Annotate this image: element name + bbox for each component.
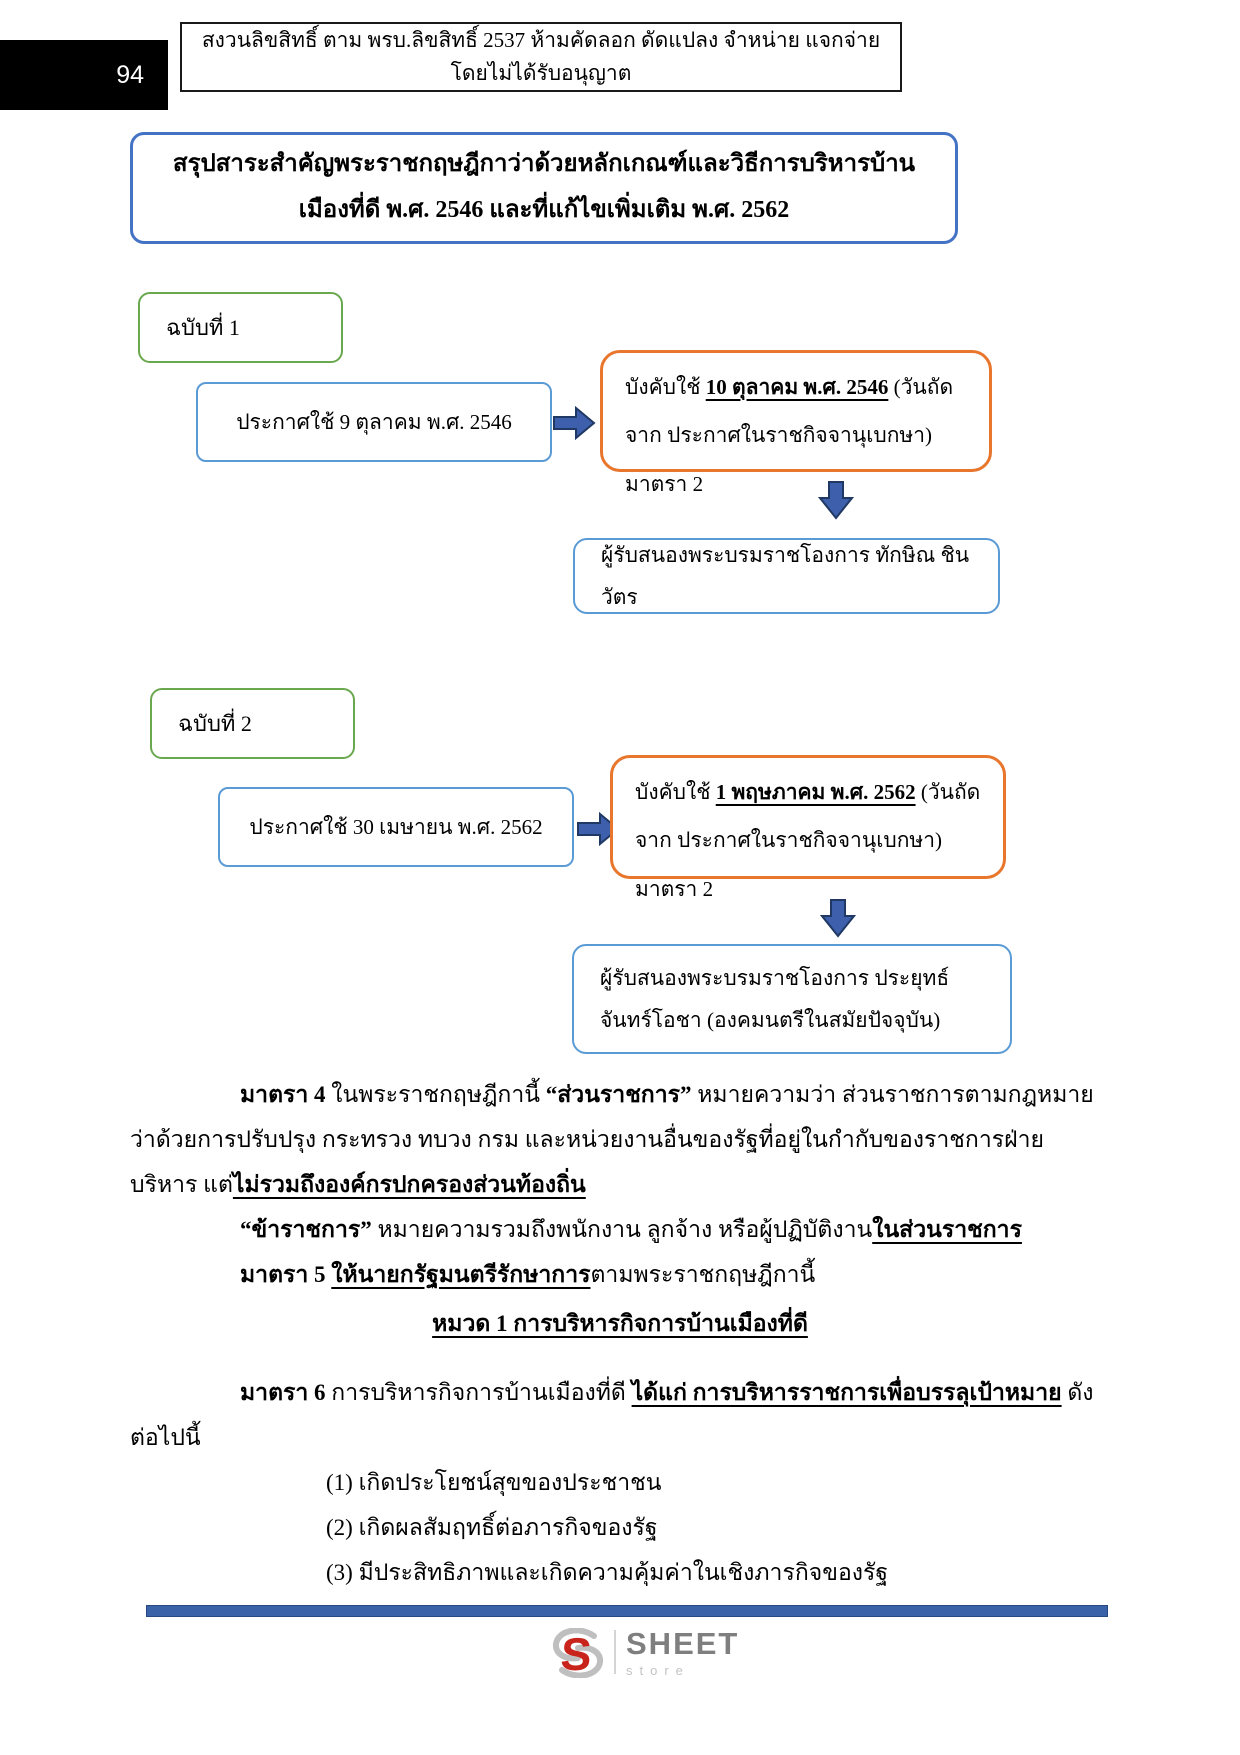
edition-2-label: ฉบับที่ 2 xyxy=(178,711,252,736)
body-text xyxy=(130,1072,1110,1595)
edition-2-effective-box xyxy=(610,755,1006,901)
paragraph-kharatchakan: “ข้าราชการ” หมายความรวมถึงพนักงาน ลูกจ้าง หรือผู้ปฏิบัติงานในส่วนราชการ xyxy=(240,1217,1022,1242)
edition-1-effective-box xyxy=(600,350,992,496)
arrow-down-icon xyxy=(820,898,856,938)
edition-1-countersign-box xyxy=(573,538,1000,614)
edition-2-countersign-box xyxy=(572,944,1012,1054)
edition-1-announce-text: ประกาศใช้ 9 ตุลาคม พ.ศ. 2546 xyxy=(236,409,512,434)
edition-1-label-box xyxy=(138,292,343,363)
brand-name: SHEET xyxy=(626,1626,740,1661)
brand-subtitle: store xyxy=(626,1663,690,1678)
edition-1-announce-box xyxy=(196,382,552,462)
list-item-3: (3) มีประสิทธิภาพและเกิดความคุ้มค่าในเชิงภารกิจของรัฐ xyxy=(326,1560,889,1585)
document-title-box xyxy=(130,132,958,244)
edition-1-countersign-text: ผู้รับสนองพระบรมราชโองการ ทักษิณ ชินวัตร xyxy=(601,543,970,609)
brand-text-block xyxy=(626,1628,739,1678)
paragraph-matra-6: มาตรา 6 การบริหารกิจการบ้านเมืองที่ดี ได้แก่ การบริหารราชการเพื่อบรรลุเป้าหมาย ดังต่อไปนี้ xyxy=(130,1380,1094,1450)
footer-logo xyxy=(550,1628,739,1678)
paragraph-matra-4: มาตรา 4 ในพระราชกฤษฎีกานี้ “ส่วนราชการ” หมายความว่า ส่วนราชการตามกฎหมายว่าด้วยการปรับปรุง กระทรวง ทบวง กรม และหน่วยงานอื่นของรัฐที่อยู่ในกำกับของราชการฝ่ายบริหาร แต่ไม่รวมถึงองค์กรปกครองส่วนท้องถิ่น xyxy=(130,1082,1094,1197)
arrow-down-icon xyxy=(818,480,854,520)
paragraph-matra-5: มาตรา 5 ให้นายกรัฐมนตรีรักษาการตามพระราชกฤษฎีกานี้ xyxy=(240,1262,816,1287)
page-number: 94 xyxy=(116,60,144,89)
edition-2-countersign-text: ผู้รับสนองพระบรมราชโองการ ประยุทธ์ จันทร์โอชา (องคมนตรีในสมัยปัจจุบัน) xyxy=(600,966,950,1032)
heading-muat-1: หมวด 1 การบริหารกิจการบ้านเมืองที่ดี xyxy=(432,1311,808,1336)
document-title: สรุปสาระสำคัญพระราชกฤษฎีกาว่าด้วยหลักเกณฑ์และวิธีการบริหารบ้านเมืองที่ดี พ.ศ. 2546 และที่แก้ไขเพิ่มเติม พ.ศ. 2562 xyxy=(172,151,916,223)
edition-2-announce-box xyxy=(218,787,574,867)
logo-divider xyxy=(614,1630,616,1674)
copyright-banner xyxy=(180,22,902,92)
copyright-text: สงวนลิขสิทธิ์ ตาม พรบ.ลิขสิทธิ์ 2537 ห้ามคัดลอก ดัดแปลง จำหน่าย แจกจ่าย โดยไม่ได้รับอนุญาต xyxy=(201,28,881,85)
footer-divider-bar xyxy=(146,1605,1108,1617)
arrow-right-icon xyxy=(552,406,596,440)
edition-1-effective-text: บังคับใช้ 10 ตุลาคม พ.ศ. 2546 (วันถัดจาก ประกาศในราชกิจจานุเบกษา) มาตรา 2 xyxy=(625,375,954,496)
edition-2-effective-text: บังคับใช้ 1 พฤษภาคม พ.ศ. 2562 (วันถัดจาก ประกาศในราชกิจจานุเบกษา) มาตรา 2 xyxy=(635,780,981,901)
list-item-1: (1) เกิดประโยชน์สุขของประชาชน xyxy=(326,1470,662,1495)
page-number-box xyxy=(0,40,168,110)
edition-2-label-box xyxy=(150,688,355,759)
svg-text:S: S xyxy=(559,1628,594,1678)
list-item-2: (2) เกิดผลสัมฤทธิ์ต่อภารกิจของรัฐ xyxy=(326,1515,658,1540)
edition-2-announce-text: ประกาศใช้ 30 เมษายน พ.ศ. 2562 xyxy=(249,814,543,839)
sheet-store-s-logo-icon xyxy=(550,1628,606,1678)
edition-1-label: ฉบับที่ 1 xyxy=(166,315,240,340)
